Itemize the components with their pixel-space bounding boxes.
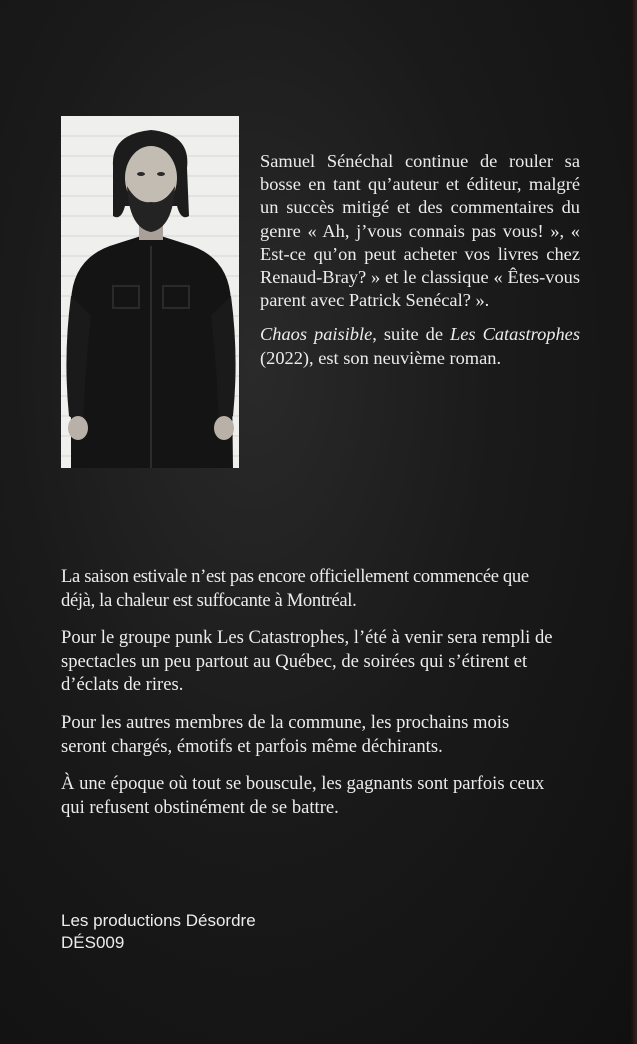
blurb-paragraph: Pour le groupe punk Les Catastrophes, l’été à venir sera rempli de spectacles un peu partout au Québec, de soirées qui s’étirent et d’éclats de rires. xyxy=(61,627,553,696)
bio-text: , suite de xyxy=(372,324,451,345)
blurb-paragraph: À une époque où tout se bouscule, les gagnants sont parfois ceux qui refusent obstinément de se battre. xyxy=(61,773,545,818)
cover-edge xyxy=(631,0,637,1044)
author-photo xyxy=(61,116,239,468)
bio-text: (2022), est son neuvième roman. xyxy=(260,347,502,368)
bio-novel-paragraph xyxy=(260,323,580,369)
author-bio xyxy=(260,150,580,370)
blurb-paragraph: La saison estivale n’est pas encore officiellement commencée que déjà, la chaleur est suffocante à Montréal. xyxy=(61,566,529,611)
publisher-code: DÉS009 xyxy=(61,933,125,952)
book-blurb xyxy=(61,565,553,833)
series-title: Les Catastrophes xyxy=(450,324,580,345)
book-title: Chaos paisible xyxy=(260,324,373,345)
blurb-paragraph: Pour les autres membres de la commune, les prochains mois seront chargés, émotifs et parfois même déchirants. xyxy=(61,711,510,757)
publisher-name: Les productions Désordre xyxy=(61,911,256,930)
bio-paragraph: Samuel Sénéchal continue de rouler sa bosse en tant qu’auteur et éditeur, malgré un succès mitigé et des commentaires du genre « Ah, j’vous connais pas vous! », « Est-ce qu’on peut acheter vos livres chez Renaud-Bray? » et le classique « Êtes-vous parent avec Patrick Senécal? ». xyxy=(260,151,580,311)
publisher-info xyxy=(61,910,256,954)
